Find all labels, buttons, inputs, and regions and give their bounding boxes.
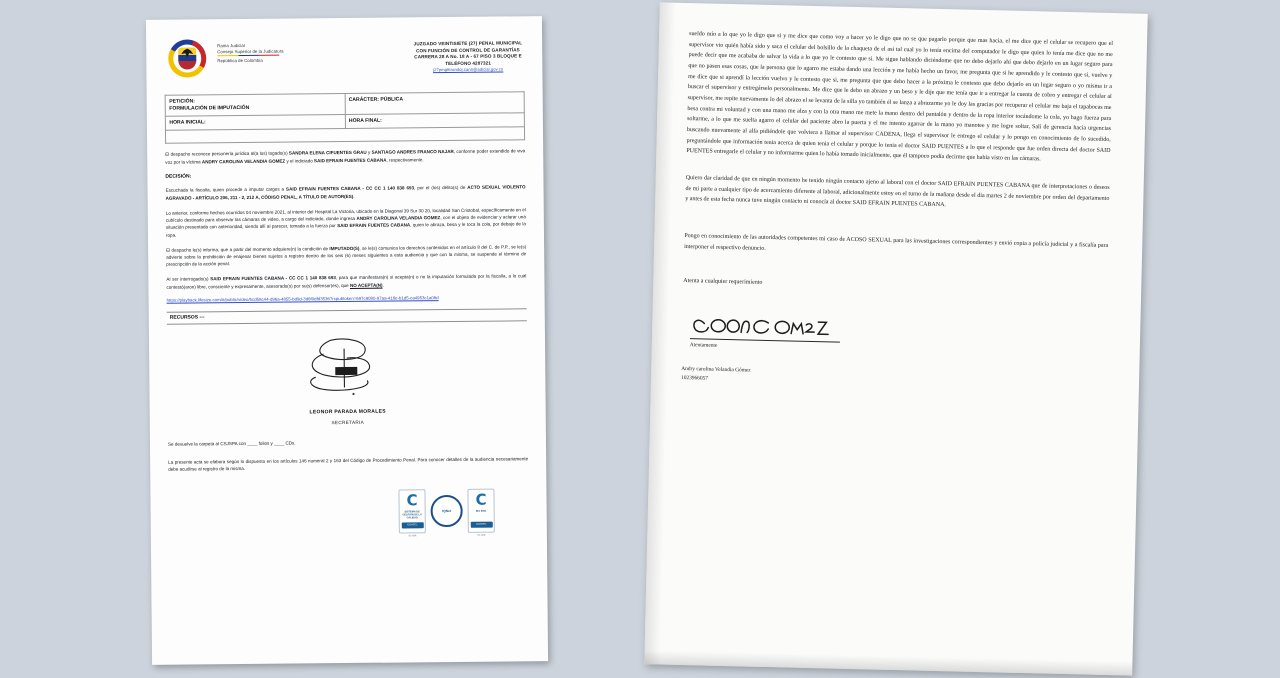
declaration-paragraph-3: Pongo en conocimiento de las autoridades competentes mi caso de ACOSO SEXUAL para las investigaciones correspondientes y envió copia a policía judicial y a fiscalía para interponer el respectivo denuncio. xyxy=(684,233,1109,252)
accused-identification: SAID EFRAIN FUENTES CABANA - CC CC 1 140 838 693 xyxy=(286,185,415,192)
video-playback-link[interactable]: https://playback.lifesize.com/#/public/video/bcd58c44-d96a-4855-bd9d-3d6f0dfd3536?rcpubtoken=697c9080-97aa-416e-b1d5-ca4953c1a06d xyxy=(166,294,439,303)
court-email-link[interactable]: j27pmglttrondoj.cann@adicial.gov.co xyxy=(433,66,504,73)
court-line-1: JUZGADO VEINTISIETE (27) PENAL MUNICIPAL xyxy=(413,40,523,47)
badge-glyph: C xyxy=(406,490,418,510)
hora-final-cell: HORA FINAL: xyxy=(345,113,525,128)
peticion-label: PETICIÓN: xyxy=(169,98,195,105)
org-line-1: Rama Judicial xyxy=(217,42,245,49)
certification-badges xyxy=(168,488,528,538)
badge-footer: ICONTEC xyxy=(470,522,492,528)
signature-label: Atentamente xyxy=(689,342,718,349)
paragraph-personeria xyxy=(165,147,525,165)
interrogado-tail: . xyxy=(382,282,384,288)
letterhead xyxy=(146,16,543,80)
personeria-lead: El despacho reconoce personería jurídica al(a los) togado(s) xyxy=(165,150,289,157)
page-content-left xyxy=(146,16,548,665)
declarant-details xyxy=(681,365,1105,392)
court-line-4: TELÉFONO 4287321 xyxy=(445,60,492,66)
personeria-mid-2: , conforme poder extendido de viva voz por la víctima xyxy=(165,148,526,165)
interrogado-accused: SAID EFRAIN FUENTES CABANA - CC CC 1 140 838 693 xyxy=(210,275,336,282)
paragraph-carpeta: Se devuelve la carpeta al CSJSPA con ____ folios y ____ CDs. xyxy=(167,440,296,447)
paragraph-interrogado xyxy=(166,272,526,290)
blank-cell xyxy=(165,126,524,143)
paragraph-fiscalia xyxy=(166,184,526,202)
declaration-closing: Atenta a cualquier requerimiento xyxy=(683,278,763,287)
caracter-cell: CARÁCTER: PÚBLICA xyxy=(345,92,525,115)
document-page-declaracion[interactable] xyxy=(644,2,1147,675)
organization-block xyxy=(217,37,284,64)
tricolor-rule xyxy=(217,55,279,57)
secretary-name: LEONOR PARADA MORALES xyxy=(309,408,386,415)
icontec-certification-badge-right xyxy=(467,488,494,537)
iqnet-certification-badge: IQNet xyxy=(430,495,462,527)
hechos-victim-name: ANDRY CAROLINA VELANDIA GOMEZ xyxy=(356,215,441,221)
accused-name: SAID EFRAIN FUENTES CABANA xyxy=(313,157,387,163)
derechos-lead: El despacho le(s) informa, que a partir del momento adquiere(n) la condición de xyxy=(166,245,330,253)
secretary-role: SECRETARIA xyxy=(331,419,365,425)
badge-glyph: C xyxy=(475,490,487,509)
colombia-judicial-branch-emblem-icon xyxy=(168,39,208,79)
badge-label: ISO 9001 xyxy=(475,509,487,513)
hechos-accused-name: SAID EFRAIN FUENTES CABANA xyxy=(337,222,411,229)
interrogado-mid: , para que manifestara(n) si acepta(n) o no la imputación formulada por la fiscalía, a lo cual contestó(aron) libre, consciente y expresamente, asesorado(s) por su(s) defensor(es), que xyxy=(166,273,527,290)
declaration-paragraph-2: Quiero dar claridad de que en ningún momento he tenido ningún contacto ajeno al laboral con el doctor SAID EFRAIN PUENTES CABANA que de interpretaciones o deseos de mi parte a cualquier tipo de acercamiento diferente al laboral, adicionalmente estoy en el turno de la mañana desde el día martes 2 de noviembre por orden del departamento y antes de esta fecha nunca tuve ningún contacto ni conocía al doctor SAID EFRAIN PUENTES CABANA. xyxy=(685,175,1110,209)
badge-label: SISTEMA DE GESTIÓN DE LA CALIDAD xyxy=(402,509,422,520)
badge-footer: ICONTEC xyxy=(401,522,423,528)
handwritten-signature-declarant-icon xyxy=(690,313,840,339)
org-line-3: República de Colombia xyxy=(217,57,263,64)
org-line-2: Consejo Superior de la Judicatura xyxy=(217,48,284,54)
imputado-status: IMPUTADO(S) xyxy=(329,245,360,251)
derechos-tail: , se le(s) comunica los derechos contenidos en el artículo 8 del C. de P.P., se le(s) advierte sobre la prohibición de enajenar bienes sujetos a registro dentro de los seis (6) meses siguientes a esta audiencia y que con la misma, se suspende el término de prescripción de la acción penal. xyxy=(166,243,527,268)
court-line-3: CARRERA 28 A No. 18 A - 67 PISO 3 BLOQUE E xyxy=(414,53,522,60)
court-line-2: CON FUNCIÓN DE CONTROL DE GARANTÍAS xyxy=(416,46,520,53)
signature-section-left xyxy=(149,335,547,536)
page-content-right xyxy=(651,2,1148,393)
icontec-certification-badge-left xyxy=(398,489,425,538)
document-body-left xyxy=(147,147,544,304)
peticion-value: FORMULACIÓN DE IMPUTACIÓN xyxy=(169,104,250,112)
signature-area xyxy=(167,335,528,410)
hechos-lead: Lo anterior, conforme hechos ocurridos 04 noviembre 2021, al interior del Hospital La Victoria, ubicado en la Diagonal 39 Sur 30 20, localidad San Cristobal, específicamente en el cubículo destinado para observar las cámaras de video, a cargo del indiciado, donde ingresa xyxy=(165,206,526,223)
declarant-id-number: 1023966057 xyxy=(680,374,709,382)
badge-sub: SC-CER xyxy=(477,534,486,537)
fiscalia-tail: . xyxy=(353,193,355,199)
badge-sub: SC-CER xyxy=(408,534,417,538)
victim-name: ANDRY CAROLINA VELANDIA GOMEZ xyxy=(201,158,286,164)
petition-table xyxy=(165,91,525,143)
attorney-name-2: SANTIAGO ANDRES FRANCO NAJAR xyxy=(371,149,454,155)
hechos-mid: , con el objeto de evidenciar y aclarar una situación presentada con anterioridad, siendo allí al parecer, tomada a la fuerza por xyxy=(165,214,526,231)
declaration-paragraph-1: sueldo mío a lo que yo le digo que si y me dice que como voy a hacer yo le digo que no se que pagarlo porque que mas hacia, el me dice que el celular se recupero que el supervisor vio quién había sido y saca el celular del bolsillo de la chaqueta de el así tal cual yo lo tenía encima del computador le digo que quien lo tenía me dice que no me puede decir que me acababa de salvar la vida a lo que yo le contesto que si. Me sigue hablando diciéndome que no debo dejarlo ahí que debo dejarlo en un lugar seguro para que no pasen esas cosas, que la persona que lo agarro me estaba dando una lección y me había hecho un favor, me pregunta que si he aprendido y le contesto que si, vuelve y me dice que si aprendí la lección vuelvo y le contesto que si, me pregunta que que debo hacer a la próxima le contesto que debo dejarlo en un lugar seguro o yo misma ir a buscar el supervisor y entregárselo personalmente. Me dice que le debo un abrazo y un beso y le dije que me tenía que ir a entregar la cuenta de cobro y entregar el celular al supervisor, me repite nuevamente lo del abrazo el se levanta de la silla yo también él se lanza a abrazarme yo le doy las gracias por recuperar el celular me baja el tapabocas me besa contra mi voluntad y con una mano me alza y con la otra mano me mete la mano dentro del pantalón y dentro de la ropa interior tocándome la cola, yo hago fuerza para soltarme, a lo que me suelta agarro el celular del paciente abro la puerta y el me intento agarrar de la mano yo manotee y me logre soltar, Salí de gerencia hacia urgencias buscando nuevamente al alfa pidiéndole que volviera a llamar al supervisor CADENA, llega el supervisor le entrego el celular y lo pongo en conocimiento de lo sucedido, preguntándole que información tenia acerca de quien tenia el celular y porque lo tenia el doctor SAID PUENTES a lo que el responde que fue orden directa del doctor SAID PUENTES entregarle el celular y no informarme quien lo había tomado inicialmente, que él tampoco podía decirme que había visto en las cámaras. xyxy=(686,31,1114,163)
hora-inicial-cell: HORA INICIAL: xyxy=(165,114,345,129)
declarant-name: Andry carolina Velandia Gómez xyxy=(681,366,751,374)
scan-edge-shadow-bottom xyxy=(644,650,1132,675)
handwritten-signature-secretary-icon xyxy=(287,336,408,399)
paragraph-derechos xyxy=(166,243,526,269)
personeria-tail: , respectivamente. xyxy=(386,156,424,163)
personeria-mid-1: y xyxy=(366,149,372,155)
recursos-row: RECURSOS --- xyxy=(167,308,527,324)
court-block xyxy=(414,34,529,73)
paragraph-hechos xyxy=(166,206,526,239)
table-row xyxy=(165,126,524,143)
fiscalia-mid: , por el (los) delito(s) de xyxy=(414,185,468,191)
peticion-cell xyxy=(165,94,345,117)
attorney-name-1: SANDRA ELENA CIFUENTES GRAU xyxy=(288,149,367,156)
decision-heading: DECISIÓN: xyxy=(165,173,192,180)
plea-answer: NO ACEPTA(N) xyxy=(349,282,383,288)
fiscalia-lead: Escuchada la fiscalía, quien procede a imputar cargos a xyxy=(165,186,287,194)
personeria-mid-3: y el indiciado xyxy=(285,157,315,164)
document-page-imputacion[interactable] xyxy=(146,16,548,665)
signature-section-right xyxy=(682,313,1107,358)
hechos-tail: , quien le abraza, besa y le toca la cola, por debajo de la ropa. xyxy=(165,221,526,238)
charge-description: ACTO SEXUAL VIOLENTO AGRAVADO - ARTÍCULO 206, 211 - 2, 212 A, CÓDIGO PENAL, A TÍTULO DE AUTOR(ES) xyxy=(165,184,526,201)
paragraph-acta: La presente acta se elabora según lo dispuesto en los artículos 146 numeral 2 y 163 del Código de Procedimiento Penal. Para conocer detalles de la audiencia necesariamente debe acudirse al registro de la misma. xyxy=(168,456,529,473)
interrogado-lead: Al ser interrogado(s) xyxy=(166,276,211,282)
